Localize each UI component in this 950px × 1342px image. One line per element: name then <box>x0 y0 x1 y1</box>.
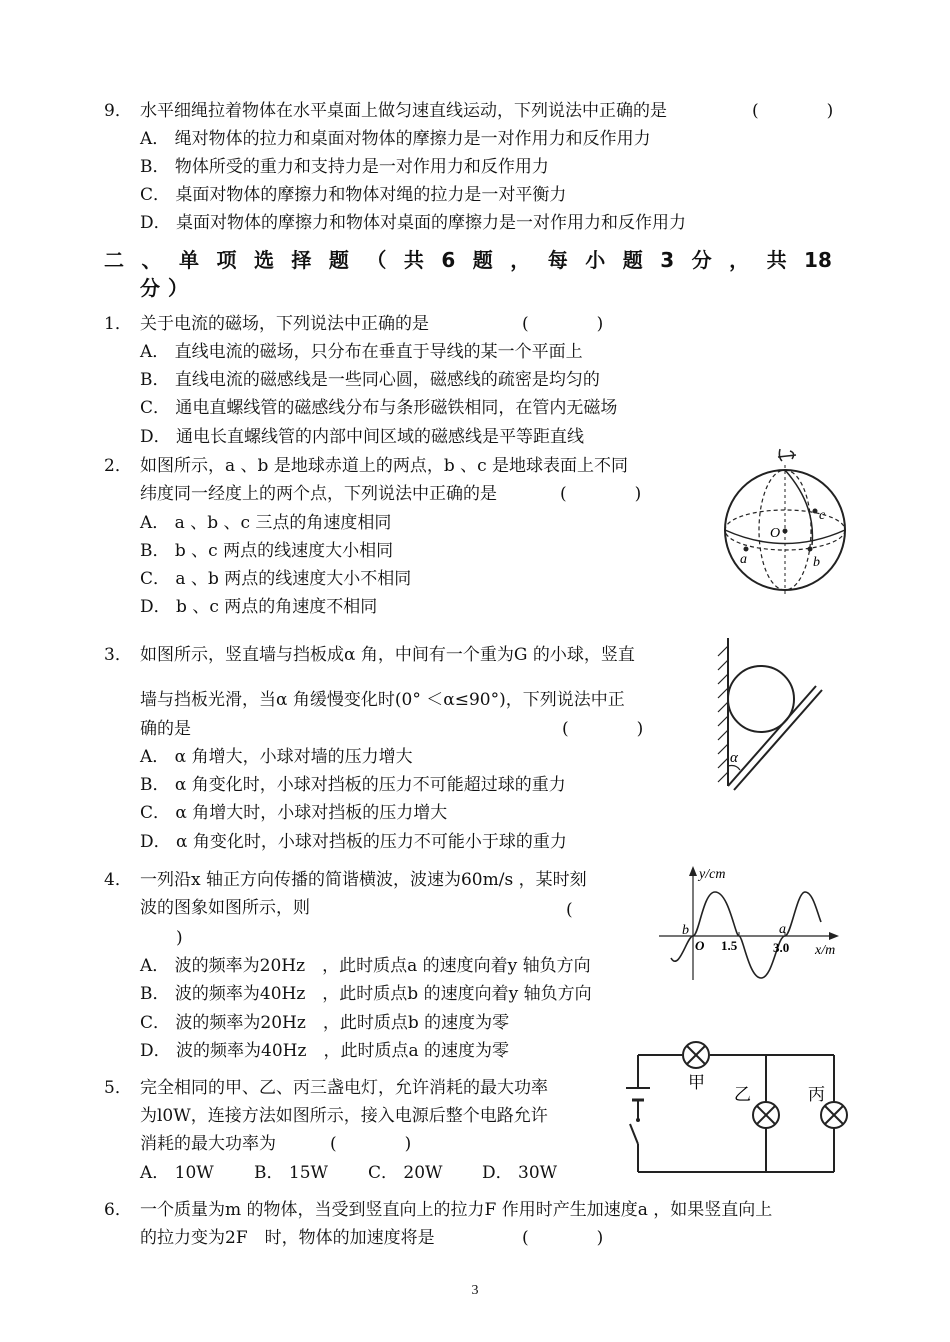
q3-stem-line2: 墙与挡板光滑，当α 角缓慢变化时(0° ＜α≤90°)，下列说法中正 <box>140 690 625 710</box>
q5-option-d: D． 30W <box>482 1163 558 1183</box>
q5-number: 5． <box>104 1078 132 1098</box>
wave-point-b-label: b <box>682 923 689 938</box>
page-number: 3 <box>471 1283 479 1298</box>
wave-origin-label: O <box>695 938 705 953</box>
q9-stem: 水平细绳拉着物体在水平桌面上做匀速直线运动，下列说法中正确的是 <box>140 101 667 121</box>
section2-char: 共 <box>403 248 424 272</box>
wall-angle-label: α <box>730 750 738 766</box>
lamp-bing-label: 丙 <box>808 1085 825 1104</box>
section2-char: 6 <box>441 248 456 272</box>
section2-char: 选 <box>253 248 274 272</box>
section2-char: 单 <box>178 248 199 272</box>
q4-stem-line1: 一列沿x 轴正方向传播的简谐横波，波速为60m/s ，某时刻 <box>140 870 587 890</box>
q2-option-c: C． a 、b 两点的线速度大小不相同 <box>140 569 412 589</box>
q3-option-c: C． α 角增大时，小球对挡板的压力增大 <box>140 803 448 823</box>
section2-char: ， <box>510 248 531 272</box>
q4-option-b: B． 波的频率为40Hz ，此时质点b 的速度向着y 轴负方向 <box>140 984 592 1004</box>
wave-x-axis-label: x/m <box>815 943 836 958</box>
q4-number: 4． <box>104 870 132 890</box>
section2-char: 分 <box>691 248 712 272</box>
section2-char: 每 <box>547 248 568 272</box>
wall-ball-figure <box>712 636 832 791</box>
q9-option-b: B． 物体所受的重力和支持力是一对作用力和反作用力 <box>140 157 549 177</box>
q4-option-d: D． 波的频率为40Hz ，此时质点a 的速度为零 <box>140 1041 509 1061</box>
q1-option-c: C． 通电直螺线管的磁感线分布与条形磁铁相同，在管内无磁场 <box>140 398 618 418</box>
q5-answer-paren: ( ) <box>330 1134 412 1154</box>
wave-y-axis-label: y/cm <box>699 867 726 882</box>
q2-option-d: D． b 、c 两点的角速度不相同 <box>140 597 378 617</box>
q9-option-d: D． 桌面对物体的摩擦力和物体对桌面的摩擦力是一对作用力和反作用力 <box>140 213 687 233</box>
q5-option-b: B． 15W <box>254 1163 329 1183</box>
q6-answer-paren: ( ) <box>522 1228 604 1248</box>
section2-char: 、 <box>141 248 162 272</box>
q6-number: 6． <box>104 1200 132 1220</box>
q4-answer-paren-close: ) <box>176 928 183 948</box>
earth-point-b-label: b <box>813 555 820 570</box>
section2-char: 题 <box>328 248 349 272</box>
circuit-figure <box>620 1040 850 1180</box>
section2-char: 共 <box>766 248 787 272</box>
section2-char: （ <box>366 248 387 272</box>
section2-heading-line2: 分） <box>140 276 196 300</box>
q4-stem-line2: 波的图象如图所示，则 <box>140 898 310 918</box>
q1-number: 1． <box>104 314 132 334</box>
q2-option-a: A． a 、b 、c 三点的角速度相同 <box>140 513 392 533</box>
q9-option-c: C． 桌面对物体的摩擦力和物体对绳的拉力是一对平衡力 <box>140 185 567 205</box>
section2-char: 3 <box>660 248 675 272</box>
wave-tick-1-5: 1.5 <box>721 938 738 953</box>
wave-point-a-label: a <box>779 922 786 937</box>
q9-option-a: A． 绳对物体的拉力和桌面对物体的摩擦力是一对作用力和反作用力 <box>140 129 651 149</box>
section2-char: 二 <box>104 248 124 272</box>
earth-point-a-label: a <box>740 552 747 567</box>
q2-option-b: B． b 、c 两点的线速度大小相同 <box>140 541 394 561</box>
section2-heading <box>104 247 832 273</box>
section2-char: 题 <box>472 248 493 272</box>
q3-option-a: A． α 角增大，小球对墙的压力增大 <box>140 747 413 767</box>
q2-stem-line1: 如图所示，a 、b 是地球赤道上的两点，b 、c 是地球表面上不同 <box>140 456 629 476</box>
earth-point-c-label: c <box>819 508 826 523</box>
q1-option-b: B． 直线电流的磁感线是一些同心圆，磁感线的疏密是均匀的 <box>140 370 600 390</box>
q3-answer-paren: ( ) <box>562 719 644 739</box>
section2-char: 项 <box>216 248 237 272</box>
q6-stem-line1: 一个质量为m 的物体，当受到竖直向上的拉力F 作用时产生加速度a ，如果竖直向上 <box>140 1200 773 1220</box>
wave-figure <box>655 862 845 987</box>
q2-stem-line2: 纬度同一经度上的两个点，下列说法中正确的是 <box>140 484 497 504</box>
q5-stem-line1: 完全相同的甲、乙、丙三盏电灯，允许消耗的最大功率 <box>140 1078 548 1098</box>
q1-stem: 关于电流的磁场，下列说法中正确的是 <box>140 314 429 334</box>
q5-option-c: C． 20W <box>368 1163 443 1183</box>
q6-stem-line2: 的拉力变为2F 时，物体的加速度将是 <box>140 1228 435 1248</box>
q4-answer-paren-open: ( <box>566 900 573 920</box>
q5-option-a: A． 10W <box>140 1163 214 1183</box>
earth-center-label: O <box>770 526 781 541</box>
q2-number: 2． <box>104 456 132 476</box>
q3-option-d: D． α 角变化时，小球对挡板的压力不可能小于球的重力 <box>140 832 567 852</box>
section2-char: ， <box>729 248 750 272</box>
q3-stem-line1: 如图所示，竖直墙与挡板成α 角，中间有一个重为G 的小球，竖直 <box>140 645 635 665</box>
q1-option-d: D． 通电长直螺线管的内部中间区域的磁感线是平等距直线 <box>140 427 585 447</box>
earth-figure <box>718 445 853 605</box>
section2-char: 小 <box>585 248 606 272</box>
q9-number: 9． <box>104 101 132 121</box>
q1-answer-paren: ( ) <box>522 314 604 334</box>
section2-char: 择 <box>291 248 312 272</box>
q2-answer-paren: ( ) <box>560 484 642 504</box>
q3-number: 3． <box>104 645 132 665</box>
q5-stem-line2: 为l0W，连接方法如图所示，接入电源后整个电路允许 <box>140 1106 548 1126</box>
q4-option-a: A． 波的频率为20Hz ，此时质点a 的速度向着y 轴负方向 <box>140 956 591 976</box>
q5-stem-line3: 消耗的最大功率为 <box>140 1134 276 1154</box>
q9-answer-paren: ( ) <box>752 101 834 121</box>
section2-char: 题 <box>622 248 643 272</box>
lamp-yi-label: 乙 <box>734 1085 751 1104</box>
q3-option-b: B． α 角变化时，小球对挡板的压力不可能超过球的重力 <box>140 775 566 795</box>
section2-char: 18 <box>804 248 832 272</box>
wave-tick-3-0: 3.0 <box>773 940 790 955</box>
q3-stem-line3: 确的是 <box>140 719 191 739</box>
lamp-jia-label: 甲 <box>688 1073 705 1092</box>
q4-option-c: C． 波的频率为20Hz ，此时质点b 的速度为零 <box>140 1013 510 1033</box>
q1-option-a: A． 直线电流的磁场，只分布在垂直于导线的某一个平面上 <box>140 342 583 362</box>
